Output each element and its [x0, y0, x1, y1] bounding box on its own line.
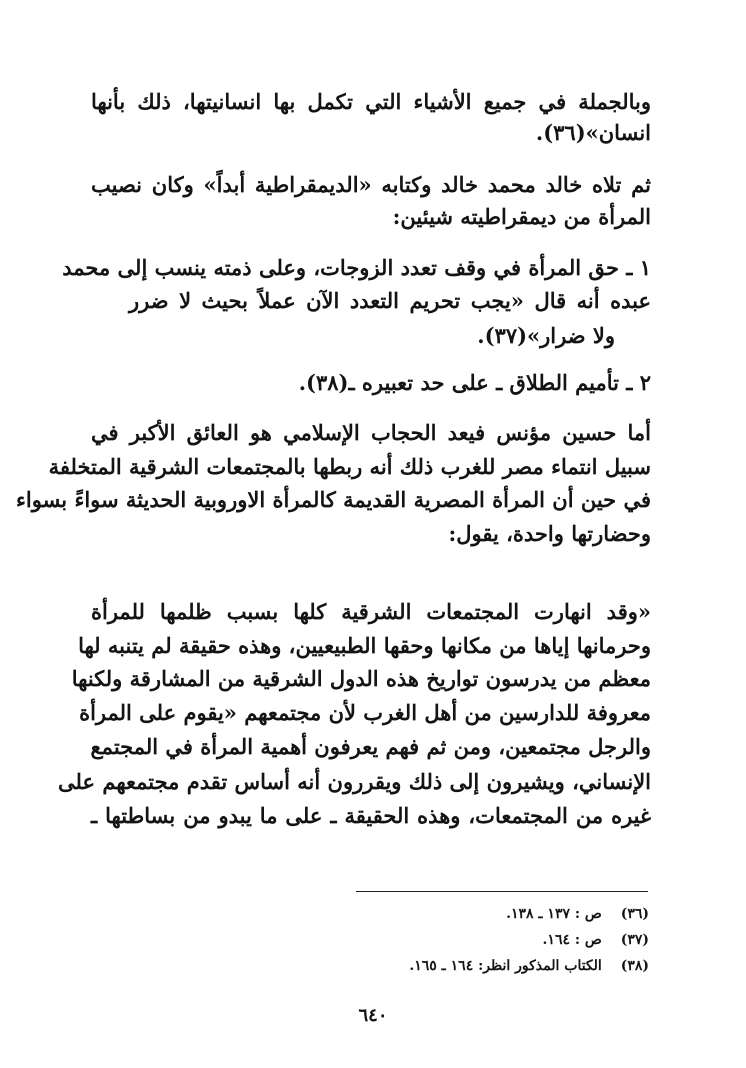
quote-line-6: الإنساني، ويشيرون إلى ذلك ويقررون أنه أساس تقدم مجتمعهم على — [58, 769, 651, 794]
quote-line-5: والرجل مجتمعين، ومن ثم فهم يعرفون أهمية المرأة في المجتمع — [90, 734, 651, 759]
quote-line-1: «وقد انهارت المجتمعات الشرقية كلها بسبب ظلمها للمرأة — [91, 599, 651, 624]
list-item-1-line-3: ولا ضرار»(٣٧). — [477, 323, 615, 348]
quote-line-2: وحرمانها إياها من مكانها وحقها الطبيعيين، وهذه حقيقة لم يتنبه لها — [78, 633, 651, 658]
paragraph-3-line-1: أما حسين مؤنس فيعد الحجاب الإسلامي هو العائق الأكبر في — [91, 420, 651, 445]
footnote-number: (٣٧) — [620, 932, 649, 948]
paragraph-1-line-1: وبالجملة في جميع الأشياء التي تكمل بها انسانيتها، ذلك بأنها — [91, 89, 651, 114]
quote-line-4: معروفة للدارسين من أهل الغرب لأن مجتمعهم «يقوم على المرأة — [79, 700, 651, 725]
paragraph-2-line-2: المرأة من ديمقراطيته شيئين: — [392, 204, 651, 229]
paragraph-3-line-3: في حين أن المرأة المصرية القديمة كالمرأة الاوروبية الحديثة سواءً بسواء — [16, 487, 651, 512]
footnote-36 — [506, 906, 649, 922]
footnote-separator — [356, 891, 648, 892]
paragraph-3-line-4: وحضارتها واحدة، يقول: — [448, 521, 651, 546]
footnote-number: (٣٦) — [620, 906, 649, 922]
footnote-number: (٣٨) — [620, 958, 649, 974]
footnote-37 — [543, 932, 649, 948]
footnote-38 — [409, 958, 649, 974]
page-number: ٦٤٠ — [358, 1005, 388, 1026]
paragraph-2-line-1: ثم تلاه خالد محمد خالد وكتابه «الديمقراطية أبداً» وكان نصيب — [91, 172, 651, 197]
quote-line-7: غيره من المجتمعات، وهذه الحقيقة ـ على ما يبدو من بساطتها ـ — [91, 803, 651, 828]
paragraph-3-line-2: سبيل انتماء مصر للغرب ذلك أنه ربطها بالمجتمعات الشرقية المتخلفة — [48, 454, 651, 479]
footnote-text: الكتاب المذكور انظر: ١٦٤ ـ ١٦٥. — [409, 958, 602, 974]
list-item-1-line-1: ١ ـ حق المرأة في وقف تعدد الزوجات، وعلى ذمته ينسب إلى محمد — [62, 255, 651, 280]
footnote-text: ص : ١٣٧ ـ ١٣٨. — [506, 906, 602, 922]
paragraph-1-line-2: انسان»(٣٦). — [535, 120, 651, 145]
quote-line-3: معظم من يدرسون تواريخ هذه الدول الشرقية من المشارقة ولكنها — [71, 666, 651, 691]
list-item-2: ٢ ـ تأميم الطلاق ـ على حد تعبيره ـ(٣٨). — [298, 370, 651, 395]
footnote-text: ص : ١٦٤. — [542, 932, 602, 948]
list-item-1-line-2: عبده أنه قال «يجب تحريم التعدد الآن عملاً بحيث لا ضرر — [129, 288, 651, 313]
